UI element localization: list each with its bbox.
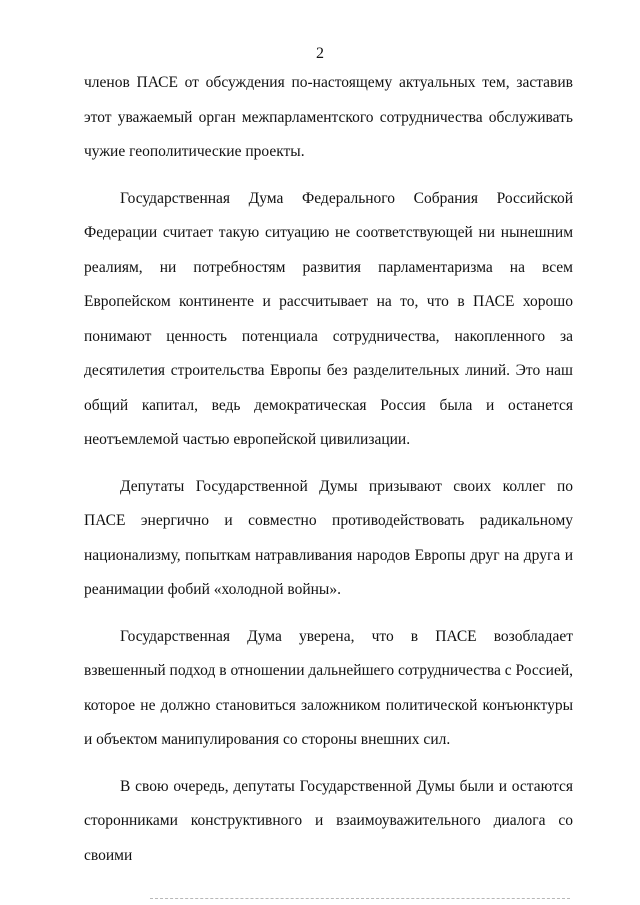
page-bottom-rule [150, 898, 570, 899]
paragraph-gap [84, 758, 573, 770]
paragraph-continuation: членов ПАСЕ от обсуждения по-настоящему актуальных тем, заставив этот уважаемый орган межпарламентского сотрудничества обслуживать чужие геополитические проекты. [84, 74, 573, 160]
document-body [84, 66, 573, 873]
paragraph-dialogue: В свою очередь, депутаты Государственной Думы были и остаются сторонниками конструктивного и взаимоуважительного диалога со своими [84, 777, 573, 864]
paragraph-gap [84, 458, 573, 470]
paragraph-duma-position: Государственная Дума Федерального Собрания Российской Федерации считает такую ситуацию не соответствующей ни нынешним реалиям, ни потребностям развития парламентаризма на всем Европейском континенте и рассчитывает на то, что в ПАСЕ хорошо понимают ценность потенциала сотрудничества, накопленного за десятилетия строительства Европы без разделительных линий. Это наш общий капитал, ведь демократическая Россия была и останется неотъемлемой частью европейской цивилизации. [84, 189, 573, 448]
paragraph-deputies-appeal: Депутаты Государственной Думы призывают своих коллег по ПАСЕ энергично и совместно противодействовать радикальному национализму, попыткам натравливания народов Европы друг на друга и реанимации фобий «холодной войны». [84, 477, 573, 598]
paragraph-gap [84, 170, 573, 182]
paragraph-gap [84, 608, 573, 620]
page-number: 2 [316, 45, 324, 62]
paragraph-duma-confidence: Государственная Дума уверена, что в ПАСЕ возобладает взвешенный подход в отношении дальнейшего сотрудничества с Россией, которое не должно становиться заложником политической конъюнктуры и объектом манипулирования со стороны внешних сил. [84, 627, 573, 748]
